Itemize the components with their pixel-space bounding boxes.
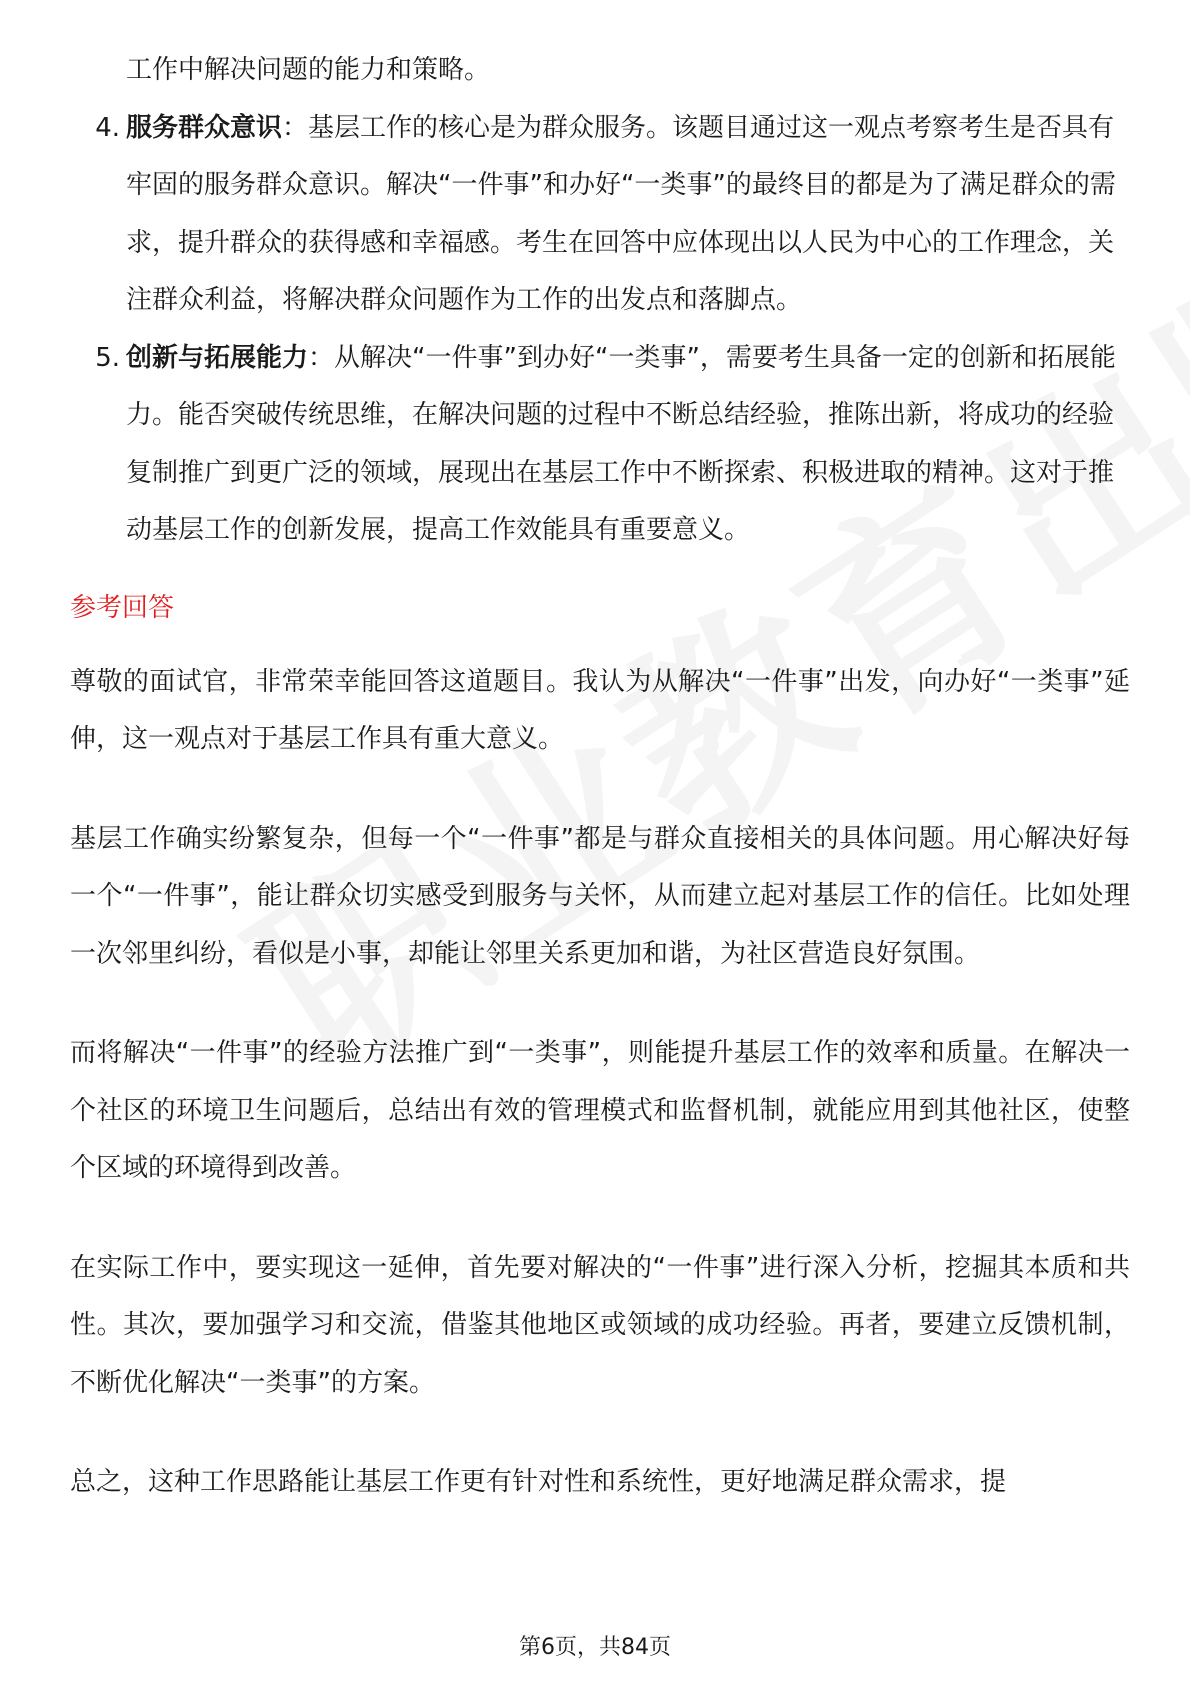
list-item-number: 5. xyxy=(95,342,120,373)
page-content xyxy=(70,42,1130,1512)
list-item-separator: ： xyxy=(308,342,335,373)
list-item-text: 从解决“一件事”到办好“一类事”，需要考生具备一定的创新和拓展能力。能否突破传统思维，在解决问题的过程中不断总结经验，推陈出新，将成功的经验复制推广到更广泛的领域，展现出在基层工作中不断探索、积极进取的精神。这对于推动基层工作的创新发展，提高工作效能具有重要意义。 xyxy=(126,342,1116,545)
list-item-text: 基层工作的核心是为群众服务。该题目通过这一观点考察考生是否具有牢固的服务群众意识。解决“一件事”和办好“一类事”的最终目的都是为了满足群众的需求，提升群众的获得感和幸福感。考生在回答中应体现出以人民为中心的工作理念，关注群众利益，将解决群众问题作为工作的出发点和落脚点。 xyxy=(126,112,1116,315)
list-item-title: 服务群众意识 xyxy=(126,112,283,143)
answer-paragraph: 基层工作确实纷繁复杂，但每一个“一件事”都是与群众直接相关的具体问题。用心解决好每一个“一件事”，能让群众切实感受到服务与关怀，从而建立起对基层工作的信任。比如处理一次邻里纠纷，看似是小事，却能让邻里关系更加和谐，为社区营造良好氛围。 xyxy=(70,823,1130,969)
page-number-footer: 第6页，共84页 xyxy=(0,1633,1190,1663)
list-item-service-awareness xyxy=(70,100,1130,330)
answer-paragraph: 尊敬的面试官，非常荣幸能回答这道题目。我认为从解决“一件事”出发，向办好“一类事”延伸，这一观点对于基层工作具有重大意义。 xyxy=(70,666,1130,754)
section-title: 参考回答 xyxy=(70,592,175,623)
answer-paragraph: 总之，这种工作思路能让基层工作更有针对性和系统性，更好地满足群众需求，提 xyxy=(70,1467,1007,1497)
list-item-innovation xyxy=(70,330,1130,560)
answer-paragraph: 而将解决“一件事”的经验方法推广到“一类事”，则能提升基层工作的效率和质量。在解决一个社区的环境卫生问题后，总结出有效的管理模式和监督机制，就能应用到其他社区，使整个区域的环境得到改善。 xyxy=(70,1038,1130,1183)
list-item-number: 4. xyxy=(95,112,120,143)
list-item-continuation xyxy=(70,42,1130,100)
list-item-text: 工作中解决问题的能力和策略。 xyxy=(126,55,491,85)
list-item-separator: ： xyxy=(282,112,309,143)
list-item-title: 创新与拓展能力 xyxy=(126,342,309,373)
answer-paragraph: 在实际工作中，要实现这一延伸，首先要对解决的“一件事”进行深入分析，挖掘其本质和共性。其次，要加强学习和交流，借鉴其他地区或领域的成功经验。再者，要建立反馈机制，不断优化解决“一类事”的方案。 xyxy=(70,1252,1130,1398)
